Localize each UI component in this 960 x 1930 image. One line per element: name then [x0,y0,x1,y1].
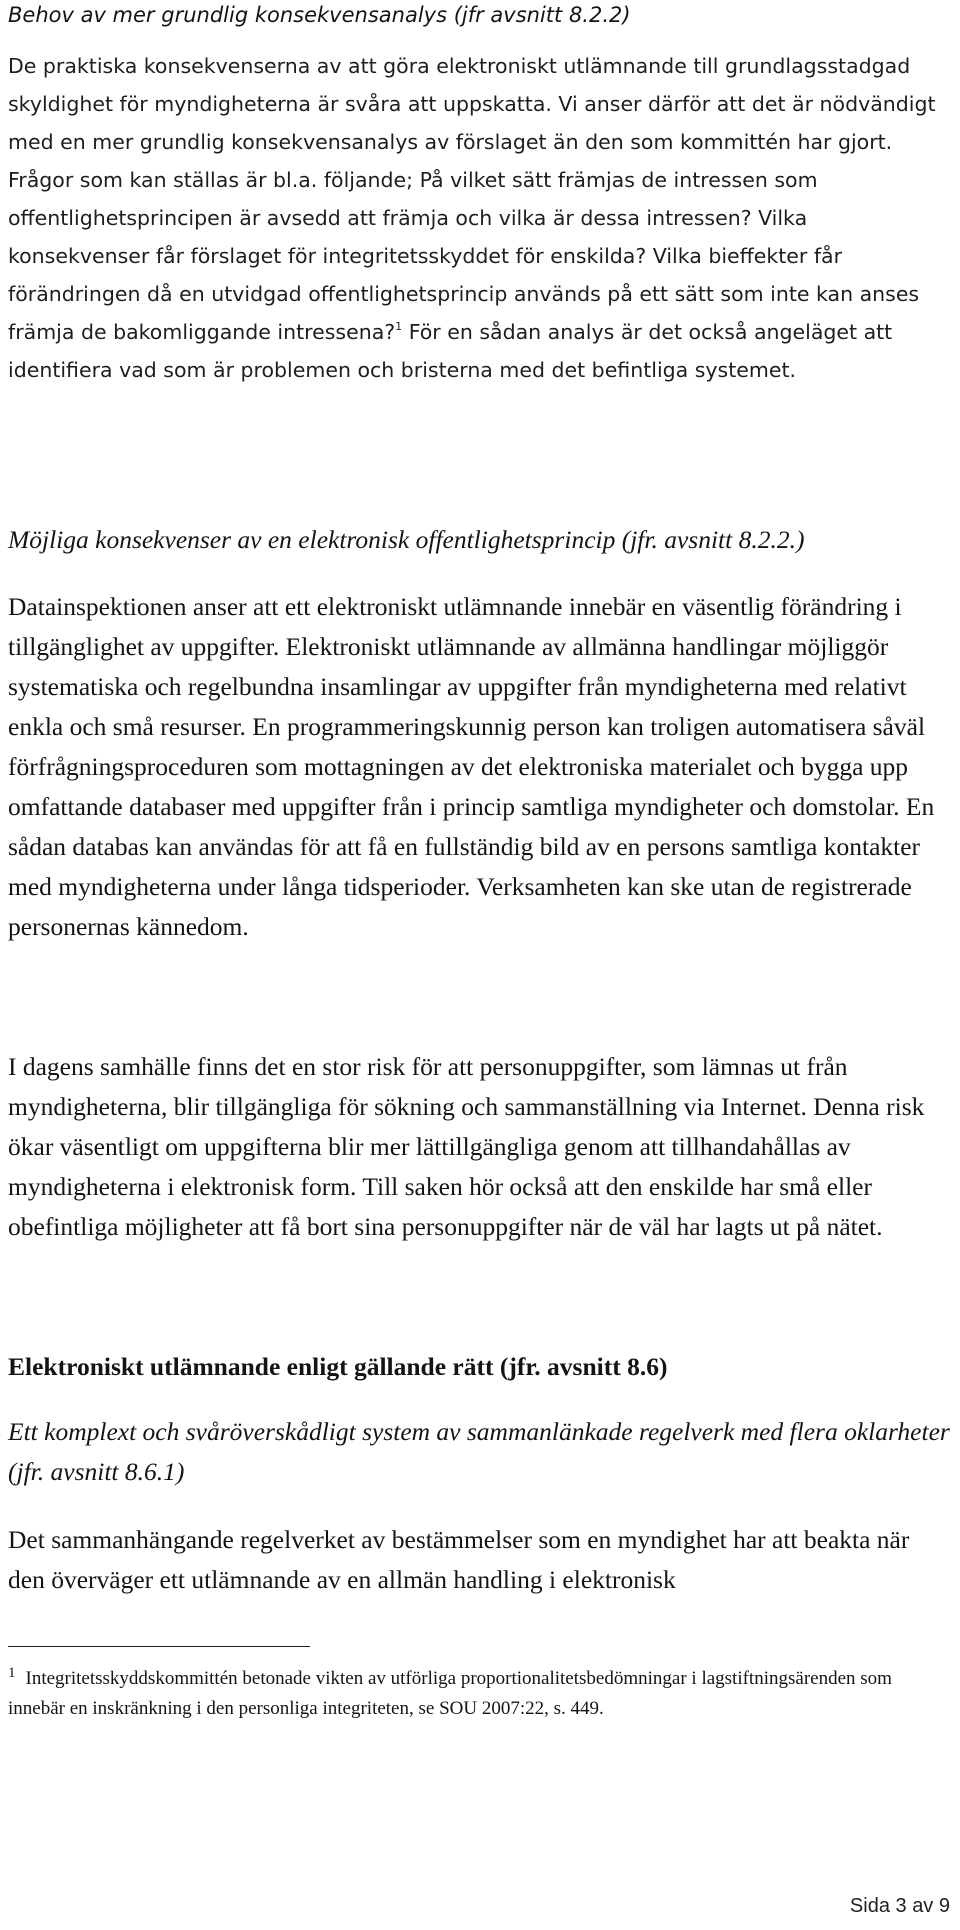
page-number: Sida 3 av 9 [849,1895,950,1917]
footnote-reference[interactable]: 1 [395,320,403,333]
section-heading-konsekvensanalys: Behov av mer grundlig konsekvensanalys (jfr avsnitt 8.2.2) [8,3,631,27]
paragraph-risk-internet: I dagens samhälle finns det en stor risk för att personuppgifter, som lämnas ut från myndigheterna, blir tillgängliga för sökning och sammanställning via Internet. Denna risk ökar väsentligt om uppgifterna blir mer lättillgängliga genom att tillhandahållas av myndigheterna i elektronisk form. Till saken hör också att den enskilde har små eller obefintliga möjligheter att få bort sina personuppgifter när de väl har lagts ut på nätet. [8,1052,925,1241]
section-heading-gallande-ratt: Elektroniskt utlämnande enligt gällande rätt (jfr. avsnitt 8.6) [8,1352,668,1381]
footnote-text: Integritetsskyddskommittén betonade vikten av utförliga proportionalitetsbedömningar i lagstiftningsärenden som innebär en inskränkning i den personliga integriteten, se SOU 2007:22, s. 449. [8,1668,892,1719]
paragraph-konsekvensanalys-text-1: De praktiska konsekvenserna av att göra elektroniskt utlämnande till grundlagsstadgad skyldighet för myndigheterna är svåra att uppskatta. Vi anser därför att det är nödvändigt med en mer grundlig konsekvensanalys av förslaget än den som kommittén har gjort. Frågor som kan ställas är bl.a. följande; På vilket sätt främjas de intressen som offentlighetsprincipen är avsedd att främja och vilka är dessa intressen? Vilka konsekvenser får förslaget för integritetsskyddet för enskilda? Vilka bieffekter får förändringen då en utvidgad offentlighetsprincip används på ett sätt som inte kan anses främja de bakomliggande intressena? [8,54,936,344]
footnote-divider [8,1646,310,1647]
paragraph-konsekvensanalys-text-2: För en sådan analys är det också angeläget att identifiera vad som är problemen och bristerna med det befintliga systemet. [8,320,893,382]
section-heading-komplext-system: Ett komplext och svåröverskådligt system av sammanlänkade regelverk med flera oklarheter (jfr. avsnitt 8.6.1) [8,1417,950,1486]
footnote-number: 1 [8,1665,16,1681]
paragraph-konsekvensanalys [8,47,952,389]
paragraph-mojliga-konsekvenser: Datainspektionen anser att ett elektroniskt utlämnande innebär en väsentlig förändring i tillgänglighet av uppgifter. Elektroniskt utlämnande av allmänna handlingar möjliggör systematiska och regelbundna insamlingar av uppgifter från myndigheterna med relativt enkla och små resurser. En programmeringskunnig person kan troligen automatisera såväl förfrågningsproceduren som mottagningen av det elektroniska materialet och bygga upp omfattande databaser med uppgifter från i princip samtliga myndigheter och domstolar. En sådan databas kan användas för att få en fullständig bild av en persons samtliga kontakter med myndigheterna under långa tidsperioder. Verksamheten kan ske utan de registrerade personernas kännedom. [8,592,935,941]
section-heading-mojliga-konsekvenser: Möjliga konsekvenser av en elektronisk offentlighetsprincip (jfr. avsnitt 8.2.2.) [8,525,805,554]
footnote [8,1664,952,1724]
paragraph-regelverket: Det sammanhängande regelverket av bestämmelser som en myndighet har att beakta när den överväger ett utlämnande av en allmän handling i elektronisk [8,1525,910,1594]
